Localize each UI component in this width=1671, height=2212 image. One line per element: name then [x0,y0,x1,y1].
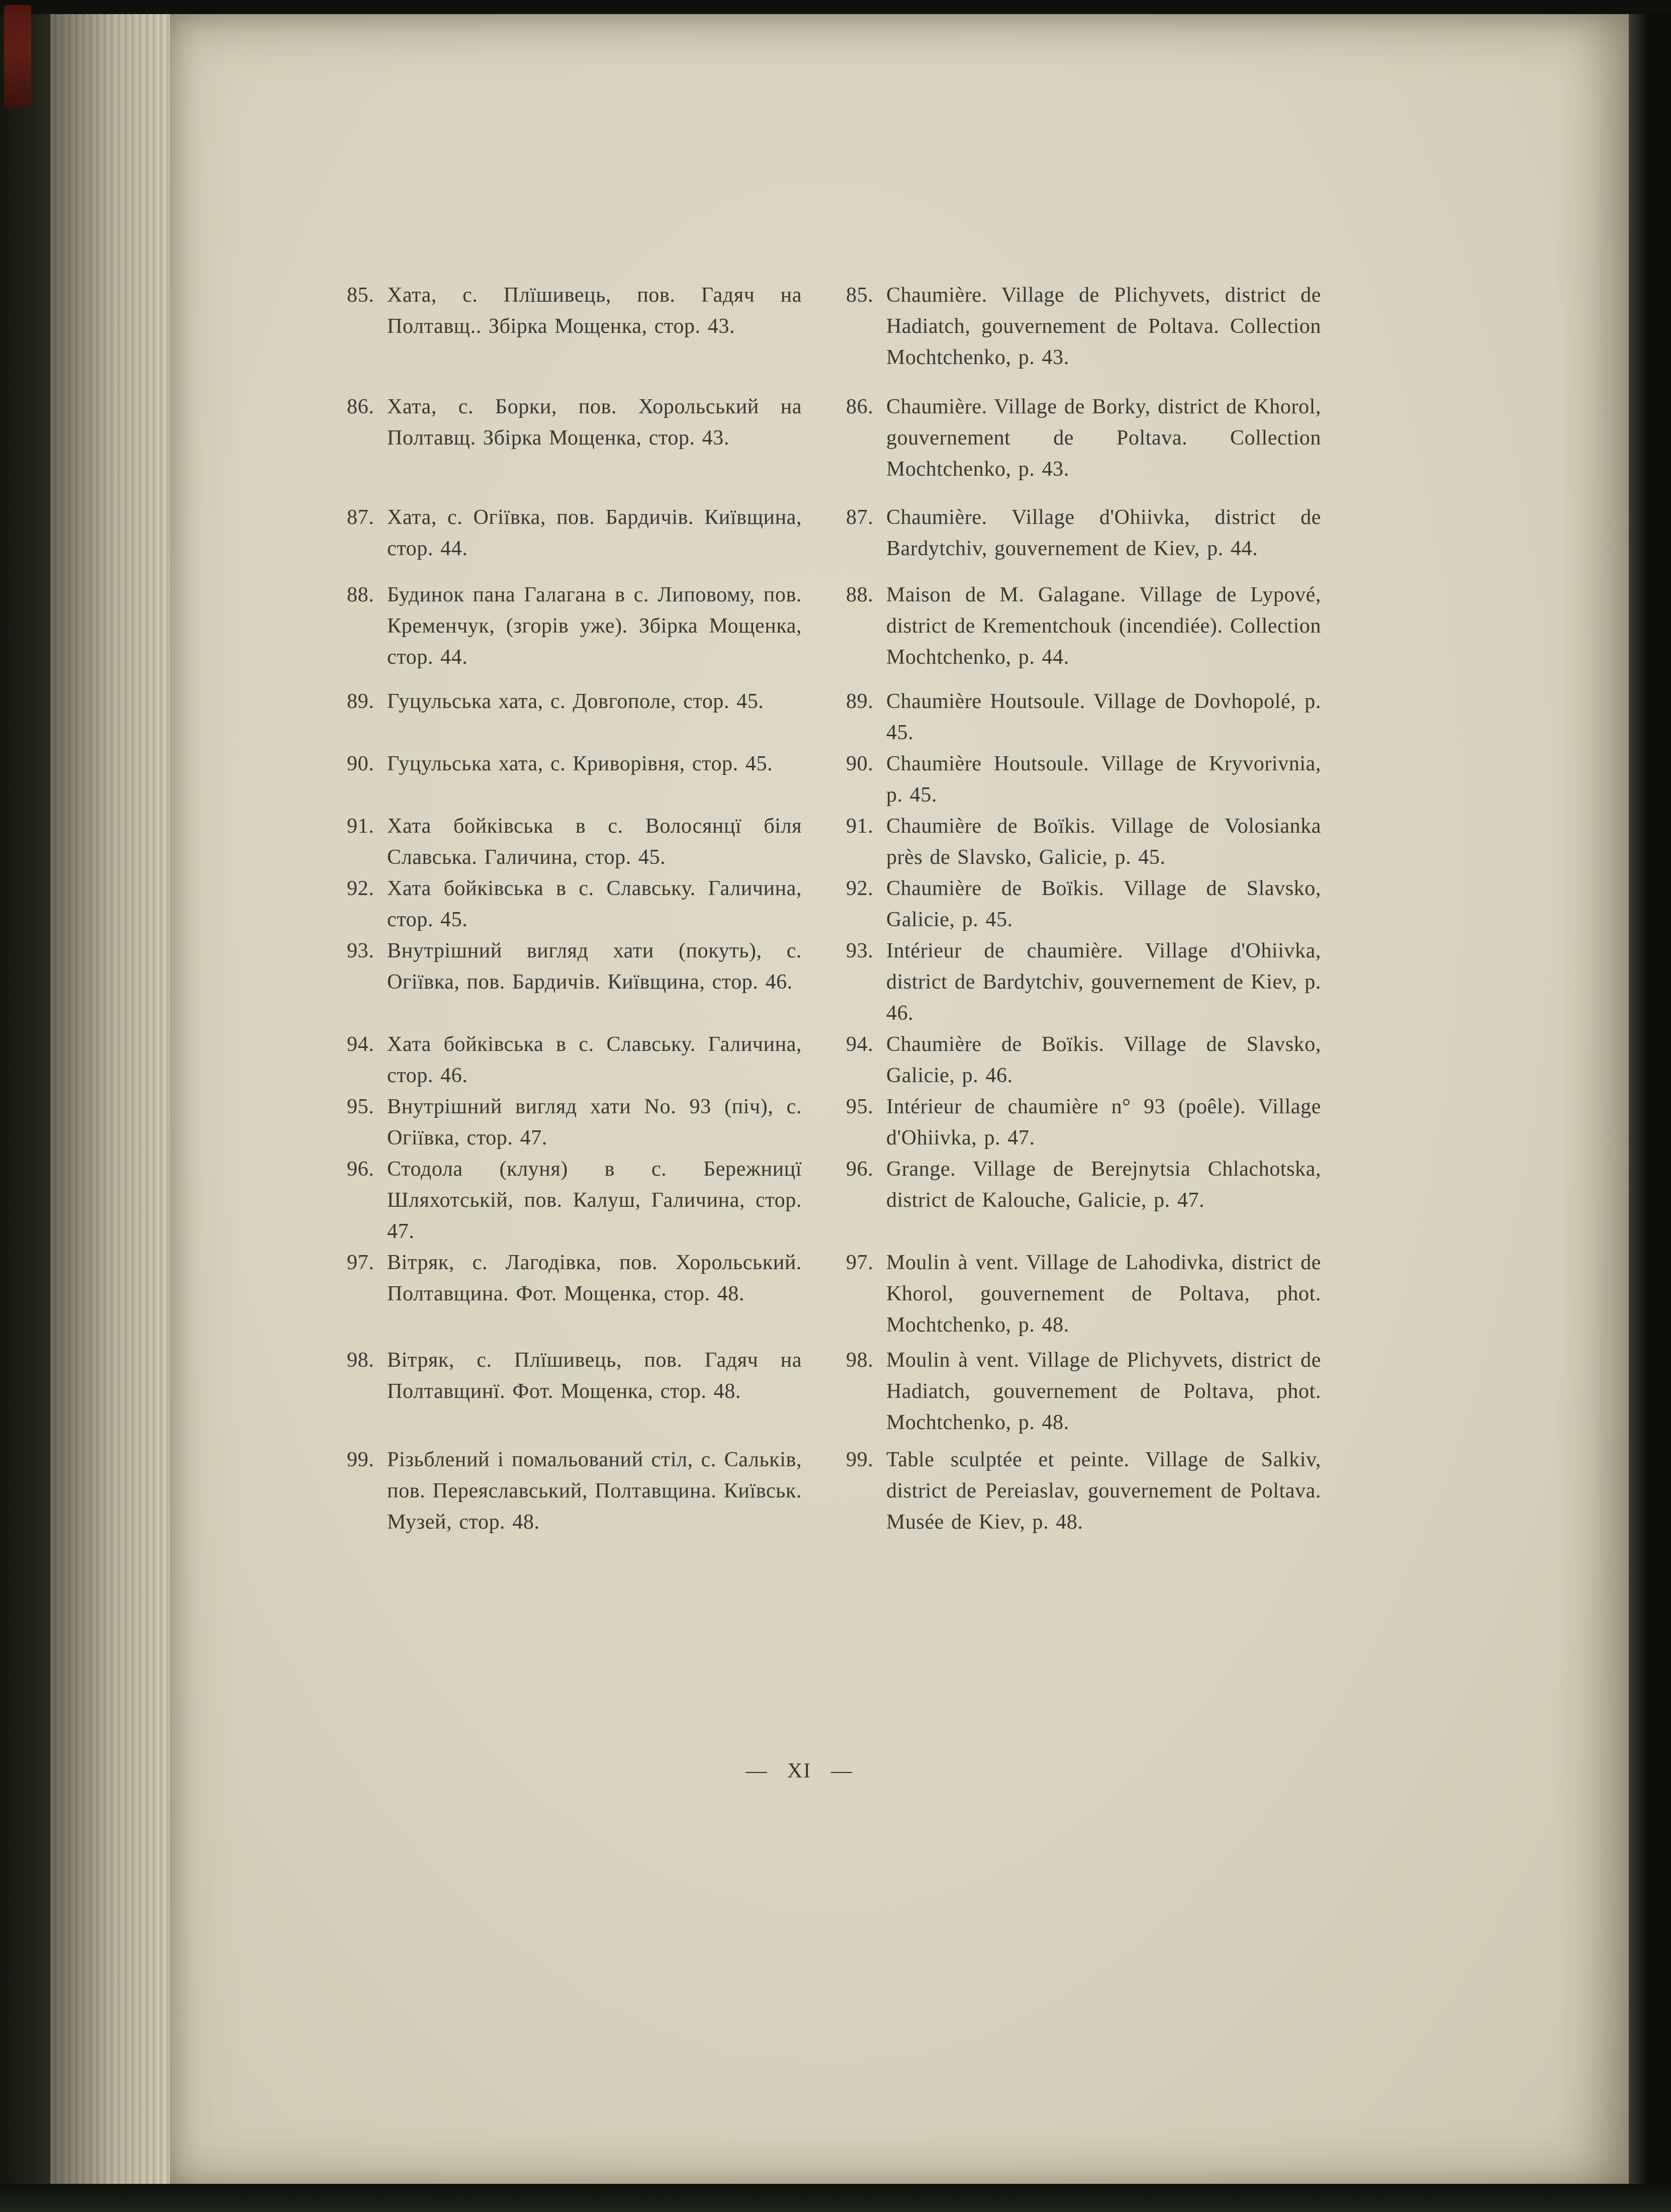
entry-row [347,579,1327,673]
entry-ukrainian [347,579,802,673]
entry-ukrainian [347,1444,802,1538]
entry-text-ukrainian: Стодола (клуня) в с. Бережницї Шляхотській, пов. Калуш, Галичина, стор. 47. [387,1158,802,1243]
entry-number: 96. [846,1158,874,1181]
entry-text-ukrainian: Вітряк, с. Плїшивець, пов. Гадяч на Полтавщинї. Фот. Мощенка, стор. 48. [387,1349,802,1403]
entry-ukrainian [347,1247,802,1309]
entry-text-french: Chaumière de Boïkis. Village de Slavsko, Galicie, p. 46. [886,1033,1321,1087]
entry-text-french: Chaumière de Boïkis. Village de Slavsko, Galicie, p. 45. [886,877,1321,931]
entry-number: 93. [846,939,874,962]
entry-text-ukrainian: Внутрішний вигляд хати No. 93 (піч), с. Огіївка, стор. 47. [387,1095,802,1149]
entry-french [846,1154,1321,1216]
entry-number: 92. [347,877,375,900]
entry-number: 93. [347,939,375,962]
entry-ukrainian [347,873,802,935]
entry-row [347,1247,1327,1341]
entry-french [846,579,1321,673]
stacked-page-edges [50,14,170,2192]
entry-number: 90. [347,752,375,775]
entry-text-french: Chaumière de Boïkis. Village de Volosianka près de Slavsko, Galicie, p. 45. [886,815,1321,869]
entry-row [347,1029,1327,1091]
entry-ukrainian [347,391,802,454]
entry-text-ukrainian: Будинок пана Галагана в с. Липовому, пов. Кременчук, (згорів уже). Збірка Мощенка, стор. 44. [387,583,802,669]
entry-number: 98. [846,1349,874,1372]
entry-text-french: Chaumière. Village de Plichyvets, district de Hadiatch, gouvernement de Poltava. Collection Mochtchenko, p. 43. [886,284,1321,369]
entry-number: 85. [347,284,375,307]
entry-text-french: Chaumière. Village de Borky, district de Khorol, gouvernement de Poltava. Collection Mochtchenko, p. 43. [886,395,1321,481]
entry-number: 98. [347,1349,375,1372]
scan-border-bottom [0,2184,1671,2212]
entry-french [846,1091,1321,1154]
entry-text-french: Intérieur de chaumière n° 93 (poêle). Village d'Ohiivka, p. 47. [886,1095,1321,1149]
entry-ukrainian [347,748,802,779]
entry-row [347,935,1327,1029]
entry-number: 94. [347,1033,375,1056]
entry-row [347,686,1327,748]
entry-number: 95. [846,1095,874,1118]
entry-ukrainian [347,1091,802,1154]
entry-row [347,748,1327,811]
entry-text-ukrainian: Гуцульська хата, с. Криворівня, стор. 45. [387,752,773,775]
entry-french [846,1247,1321,1341]
scan-border-top [0,0,1671,14]
entry-ukrainian [347,502,802,564]
entry-text-french: Chaumière. Village d'Ohiivka, district de Bardytchiv, gouvernement de Kiev, p. 44. [886,506,1321,560]
entry-text-french: Intérieur de chaumière. Village d'Ohiivka, district de Bardytchiv, gouvernement de Kiev, p. 46. [886,939,1321,1025]
entry-number: 88. [846,583,874,606]
entry-row [347,811,1327,873]
entry-ukrainian [347,1029,802,1091]
entry-number: 92. [846,877,874,900]
entry-text-french: Table sculptée et peinte. Village de Salkiv, district de Pereiaslav, gouvernement de Poltava. Musée de Kiev, p. 48. [886,1448,1321,1534]
scan-border-right [1629,0,1671,2212]
entry-text-french: Moulin à vent. Village de Lahodivka, district de Khorol, gouvernement de Poltava, phot. Mochtchenko, p. 48. [886,1251,1321,1337]
entry-number: 87. [846,506,874,529]
entry-number: 87. [347,506,375,529]
entry-text-french: Chaumière Houtsoule. Village de Dovhopolé, p. 45. [886,690,1321,744]
entry-row [347,280,1327,373]
entry-ukrainian [347,1154,802,1247]
entry-number: 90. [846,752,874,775]
spine-binding-mark [4,5,31,108]
entry-french [846,1345,1321,1438]
entry-number: 91. [846,815,874,838]
entry-ukrainian [347,280,802,342]
entry-text-ukrainian: Гуцульська хата, с. Довгополе, стор. 45. [387,690,764,713]
entry-text-french: Maison de M. Galagane. Village de Lypové, district de Krementchouk (incendiée). Collection Mochtchenko, p. 44. [886,583,1321,669]
entry-number: 97. [846,1251,874,1274]
entry-text-french: Grange. Village de Berejnytsia Chlachotska, district de Kalouche, Galicie, p. 47. [886,1158,1321,1212]
entry-number: 99. [347,1448,375,1471]
entry-row [347,1154,1327,1247]
entry-ukrainian [347,686,802,717]
entry-number: 94. [846,1033,874,1056]
entry-text-french: Moulin à vent. Village de Plichyvets, district de Hadiatch, gouvernement de Poltava, phot. Mochtchenko, p. 48. [886,1349,1321,1434]
entry-number: 86. [846,395,874,418]
entry-french [846,811,1321,873]
entry-text-ukrainian: Вітряк, с. Лагодівка, пов. Хорольський. Полтавщина. Фот. Мощенка, стор. 48. [387,1251,802,1305]
entry-row [347,1091,1327,1154]
page-number-footer: — XI — [746,1759,853,1783]
book-spine [0,0,50,2212]
entry-number: 97. [347,1251,375,1274]
entry-number: 95. [347,1095,375,1118]
entry-number: 96. [347,1158,375,1181]
entry-text-ukrainian: Хата бойківська в с. Славську. Галичина, стор. 45. [387,877,802,931]
entry-french [846,1029,1321,1091]
entry-french [846,686,1321,748]
entry-ukrainian [347,935,802,998]
entry-row [347,391,1327,485]
entry-row [347,873,1327,935]
entry-row [347,1345,1327,1438]
entry-french [846,873,1321,935]
entry-french [846,502,1321,564]
illustration-index-list [347,280,1327,1538]
entry-text-ukrainian: Різьблений і помальований стіл, с. Сальків, пов. Переяславський, Полтавщина. Київськ. Музей, стор. 48. [387,1448,802,1534]
entry-french [846,935,1321,1029]
entry-number: 89. [846,690,874,713]
entry-french [846,280,1321,373]
entry-french [846,748,1321,811]
entry-number: 86. [347,395,375,418]
entry-number: 85. [846,284,874,307]
entry-number: 91. [347,815,375,838]
entry-row [347,1444,1327,1538]
entry-number: 88. [347,583,375,606]
entry-number: 89. [347,690,375,713]
entry-text-ukrainian: Хата бойківська в с. Славську. Галичина, стор. 46. [387,1033,802,1087]
entry-text-ukrainian: Хата, с. Огіївка, пов. Бардичів. Київщина, стор. 44. [387,506,802,560]
entry-row [347,502,1327,564]
entry-text-ukrainian: Хата, с. Борки, пов. Хорольський на Полтавщ. Збірка Мощенка, стор. 43. [387,395,802,450]
entry-french [846,1444,1321,1538]
entry-ukrainian [347,811,802,873]
entry-number: 99. [846,1448,874,1471]
entry-text-french: Chaumière Houtsoule. Village de Kryvorivnia, p. 45. [886,752,1321,807]
entry-text-ukrainian: Внутрішний вигляд хати (покуть), с. Огіївка, пов. Бардичів. Київщина, стор. 46. [387,939,802,994]
entry-ukrainian [347,1345,802,1407]
entry-text-ukrainian: Хата бойківська в с. Волосянцї біля Славська. Галичина, стор. 45. [387,815,802,869]
entry-french [846,391,1321,485]
entry-text-ukrainian: Хата, с. Плїшивець, пов. Гадяч на Полтавщ.. Збірка Мощенка, стор. 43. [387,284,802,338]
